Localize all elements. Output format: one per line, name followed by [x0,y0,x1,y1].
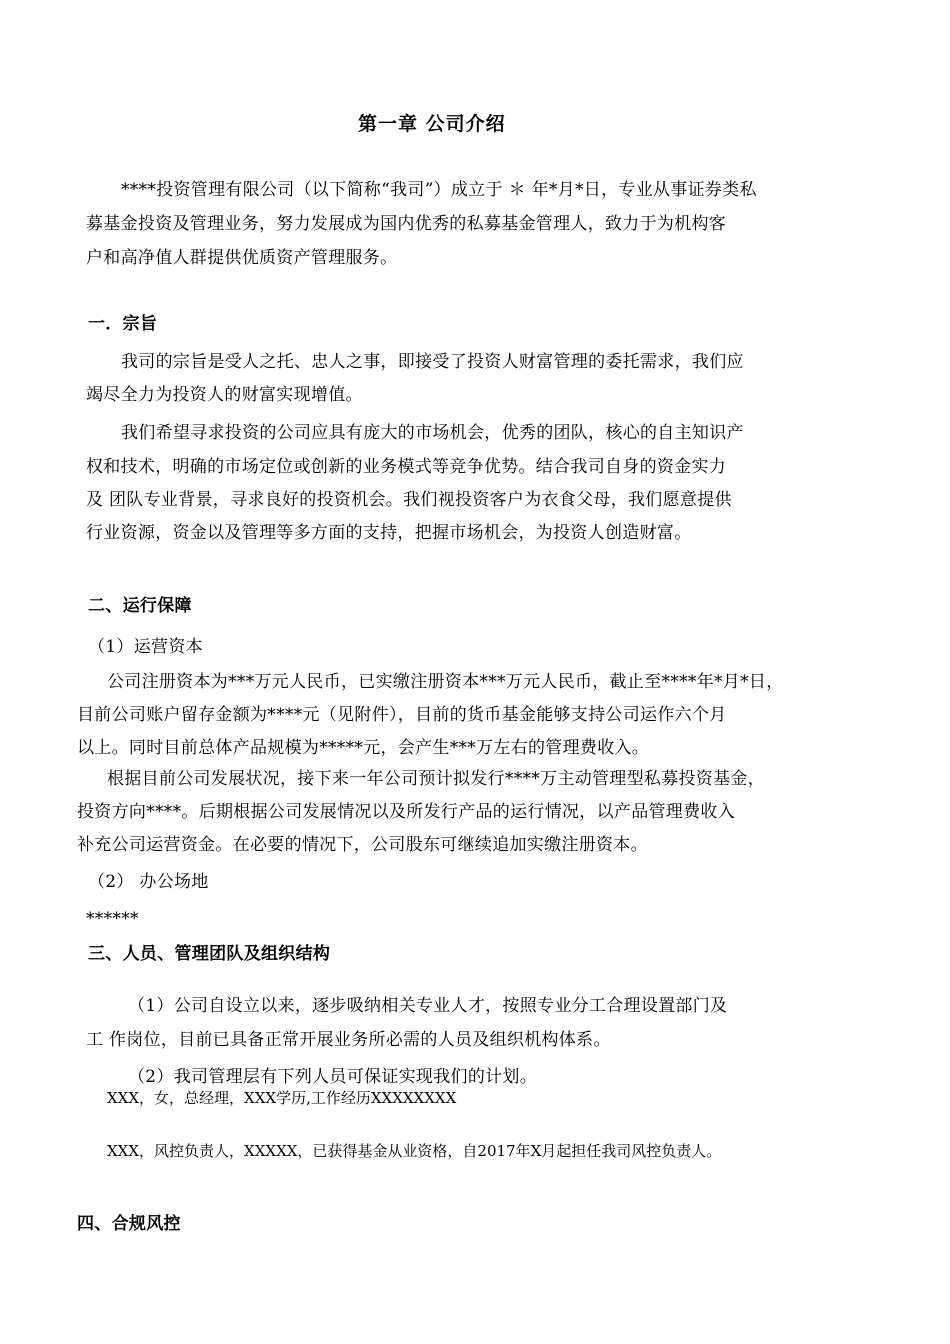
personnel-line: XXX，女，总经理，XXX学历,工作经历XXXXXXXX [107,1089,457,1107]
subsection-heading: （2） 办公场地 [88,872,209,892]
paragraph-line: 目前公司账户留存金额为****元（见附件），目前的货币基金能够支持公司运作六个月 [77,705,727,725]
section-heading: 一．宗旨 [88,314,158,334]
paragraph-line: 投资方向****。后期根据公司发展情况以及所发行产品的运行情况，以产品管理费收入 [77,802,735,822]
paragraph-line: （2）我司管理层有下列人员可保证实现我们的计划。 [128,1067,538,1087]
intro-line: 募基金投资及管理业务，努力发展成为国内优秀的私募基金管理人，致力于为机构客 [86,214,727,234]
paragraph-line: 及 团队专业背景，寻求良好的投资机会。我们视投资客户为衣食父母，我们愿意提供 [86,490,732,510]
paragraph-line: 我司的宗旨是受人之托、忠人之事，即接受了投资人财富管理的委托需求，我们应 [121,352,744,372]
intro-line: ****投资管理有限公司（以下简称“我司”）成立于 ＊ 年*月*日，专业从事证券类私 [121,180,757,200]
paragraph-line: 工 作岗位，目前已具备正常开展业务所必需的人员及组织机构体系。 [86,1030,611,1050]
paragraph-line: 根据目前公司发展状况，接下来一年公司预计拟发行****万主动管理型私募投资基金， [107,769,765,789]
office-value: ****** [86,909,139,929]
paragraph-line: 行业资源，资金以及管理等多方面的支持，把握市场机会，为投资人创造财富。 [86,523,692,543]
paragraph-line: 我们希望寻求投资的公司应具有庞大的市场机会，优秀的团队，核心的自主知识产 [121,423,744,443]
intro-line: 户和高净值人群提供优质资产管理服务。 [86,248,398,268]
paragraph-line: 竭尽全力为投资人的财富实现增值。 [86,385,363,405]
paragraph-line: 公司注册资本为***万元人民币，已实缴注册资本***万元人民币，截止至****年*月*日， [107,672,784,692]
paragraph-line: 权和技术，明确的市场定位或创新的业务模式等竞争优势。结合我司自身的资金实力 [86,457,727,477]
paragraph-line: 补充公司运营资金。在必要的情况下，公司股东可继续追加实缴注册资本。 [77,835,648,855]
paragraph-line: （1）公司自设立以来，逐步吸纳相关专业人才，按照专业分工合理设置部门及 [128,996,728,1016]
subsection-heading: （1）运营资本 [88,637,203,657]
personnel-line: XXX，风控负责人，XXXXX，已获得基金从业资格，自2017年X月起担任我司风控负责人。 [107,1142,722,1160]
section-heading: 二、运行保障 [88,596,192,616]
paragraph-line: 以上。同时目前总体产品规模为*****元，会产生***万左右的管理费收入。 [77,738,650,758]
chapter-title: 第一章 公司介绍 [358,113,506,135]
section-heading: 四、合规风控 [77,1214,181,1234]
section-heading: 三、人员、管理团队及组织结构 [88,944,331,964]
